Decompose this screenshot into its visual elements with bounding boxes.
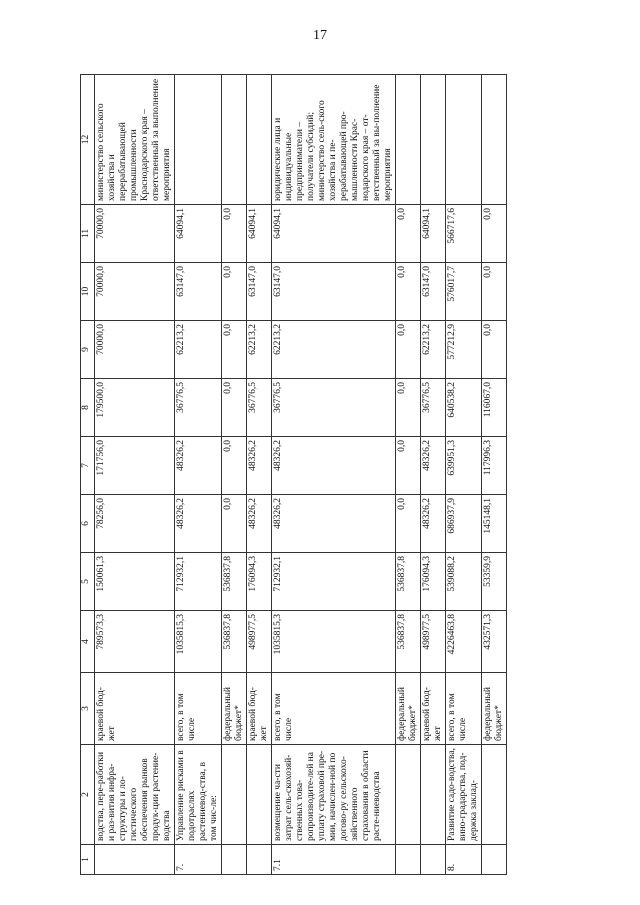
- table-cell-c7: 0,0: [222, 437, 247, 495]
- table-cell-c11: 70000,0: [95, 205, 175, 263]
- table-cell-c7: 48326,2: [272, 437, 396, 495]
- table-cell-c9: 0,0: [396, 321, 421, 379]
- table-row: [222, 75, 247, 875]
- table-cell-c3: краевой бюд-жет: [95, 673, 175, 745]
- table-cell-c7: 0,0: [396, 437, 421, 495]
- table-cell-c5: 150061,3: [95, 553, 175, 611]
- table-row: [247, 75, 272, 875]
- table-cell-c1: [482, 845, 507, 875]
- table-cell-c12: [482, 75, 507, 205]
- table-cell-c6: 0,0: [222, 495, 247, 553]
- column-header: 4: [81, 611, 95, 673]
- table-cell-c1: 7.1: [272, 845, 396, 875]
- table-header-row: [81, 75, 95, 875]
- table-cell-c8: 0,0: [396, 379, 421, 437]
- rotated-table-area: [80, 75, 560, 875]
- table-cell-c2: Управление рисками в подотраслях растениевод-ства, в том чис-ле:: [175, 745, 222, 845]
- table-cell-c10: 0,0: [396, 263, 421, 321]
- table-cell-c6: 145148,1: [482, 495, 507, 553]
- table-cell-c12: [421, 75, 446, 205]
- table-cell-c1: [421, 845, 446, 875]
- table-cell-c2: [421, 745, 446, 845]
- table-cell-c5: 712932,1: [175, 553, 222, 611]
- table-cell-c9: 62213,2: [247, 321, 272, 379]
- table-cell-c8: 36776,5: [272, 379, 396, 437]
- table-cell-c7: 117996,3: [482, 437, 507, 495]
- table-cell-c4: 1035815,3: [272, 611, 396, 673]
- table-cell-c6: 48326,2: [421, 495, 446, 553]
- table-cell-c10: 63147,0: [272, 263, 396, 321]
- table-cell-c3: всего, в том числе: [446, 673, 482, 745]
- table-cell-c9: 577212,9: [446, 321, 482, 379]
- table-cell-c5: 536837,8: [396, 553, 421, 611]
- table-cell-c2: Развитие садо-водства, вино-градарства, под-держка заклад-: [446, 745, 482, 845]
- table-cell-c10: 0,0: [482, 263, 507, 321]
- table-cell-c8: 0,0: [222, 379, 247, 437]
- table-cell-c11: 0,0: [482, 205, 507, 263]
- table-cell-c4: 498977,5: [247, 611, 272, 673]
- table-cell-c5: 712932,1: [272, 553, 396, 611]
- table-cell-c6: 0,0: [396, 495, 421, 553]
- table-cell-c6: 48326,2: [272, 495, 396, 553]
- table-cell-c1: [396, 845, 421, 875]
- table-cell-c7: 639951,3: [446, 437, 482, 495]
- table-cell-c3: краевой бюд-жет: [247, 673, 272, 745]
- table-cell-c7: 48326,2: [421, 437, 446, 495]
- table-cell-c4: 536837,8: [222, 611, 247, 673]
- table-cell-c3: всего, в том числе: [175, 673, 222, 745]
- table-cell-c8: 36776,5: [421, 379, 446, 437]
- table-cell-c1: 8.: [446, 845, 482, 875]
- table-row: [482, 75, 507, 875]
- table-cell-c6: 686937,9: [446, 495, 482, 553]
- table-cell-c8: 179500,0: [95, 379, 175, 437]
- table-cell-c11: 64094,1: [272, 205, 396, 263]
- table-row: [95, 75, 175, 875]
- table-cell-c7: 48326,2: [175, 437, 222, 495]
- table-cell-c10: 0,0: [222, 263, 247, 321]
- table-cell-c6: 48326,2: [175, 495, 222, 553]
- table-cell-c11: 0,0: [396, 205, 421, 263]
- table-cell-c12: [175, 75, 222, 205]
- table-cell-c2: [396, 745, 421, 845]
- table-cell-c7: 48326,2: [247, 437, 272, 495]
- table-cell-c1: [222, 845, 247, 875]
- table-cell-c4: 536837,8: [396, 611, 421, 673]
- table-cell-c5: 53359,9: [482, 553, 507, 611]
- table-cell-c5: 539088,2: [446, 553, 482, 611]
- table-cell-c8: 116067,0: [482, 379, 507, 437]
- table-cell-c12: министерство сельского хозяйства и перерабатывающей промышленности Краснодарского края – ответственный за выполнение мероприятия: [95, 75, 175, 205]
- column-header: 3: [81, 673, 95, 745]
- column-header: 10: [81, 263, 95, 321]
- table-row: [421, 75, 446, 875]
- table-row: [175, 75, 222, 875]
- program-table: [80, 74, 507, 875]
- column-header: 2: [81, 745, 95, 845]
- table-cell-c3: федеральный бюджет*: [222, 673, 247, 745]
- table-cell-c4: 4226463,8: [446, 611, 482, 673]
- table-cell-c1: [247, 845, 272, 875]
- table-cell-c5: 176094,3: [247, 553, 272, 611]
- table-cell-c12: [222, 75, 247, 205]
- table-cell-c11: 0,0: [222, 205, 247, 263]
- table-cell-c3: всего, в том числе: [272, 673, 396, 745]
- table-cell-c2: [247, 745, 272, 845]
- table-cell-c5: 536837,8: [222, 553, 247, 611]
- table-cell-c2: возмещение ча-сти затрат сель-скохозяй-ственных това-ропроизводите-лей на уплату страховой пре-мии, начислен-ной по догово-ру сельскохо-зяйственного страхования в области расте-ниеводства: [272, 745, 396, 845]
- table-cell-c11: 64094,1: [247, 205, 272, 263]
- table-cell-c2: [222, 745, 247, 845]
- column-header: 8: [81, 379, 95, 437]
- table-cell-c12: [396, 75, 421, 205]
- table-cell-c9: 0,0: [482, 321, 507, 379]
- table-body: [95, 75, 507, 875]
- table-cell-c2: водства, пере-работки и раз-вития инфра-структуры и ло-гистического обеспечения рынков продук-ции растение-водства: [95, 745, 175, 845]
- table-cell-c9: 70000,0: [95, 321, 175, 379]
- table-row: [446, 75, 482, 875]
- table-cell-c12: юридические лица и индивидуальные предприниматели – получатели субсидий; министерство сель-ского хозяйства и пе-рерабатывающей про-мышленности Крас-нодарского края – от-ветственный за вы-полнение мероприятия: [272, 75, 396, 205]
- table-cell-c4: 432571,3: [482, 611, 507, 673]
- column-header: 11: [81, 205, 95, 263]
- table-cell-c9: 62213,2: [272, 321, 396, 379]
- page-number: 17: [313, 28, 327, 43]
- table-row: [272, 75, 396, 875]
- table-cell-c6: 48326,2: [247, 495, 272, 553]
- table-cell-c9: 0,0: [222, 321, 247, 379]
- table-cell-c3: федеральный бюджет*: [482, 673, 507, 745]
- column-header: 6: [81, 495, 95, 553]
- table-cell-c10: 576017,7: [446, 263, 482, 321]
- table-cell-c4: 1035815,3: [175, 611, 222, 673]
- column-header: 7: [81, 437, 95, 495]
- table-cell-c3: краевой бюд-жет: [421, 673, 446, 745]
- column-header: 9: [81, 321, 95, 379]
- rotated-table-container: [80, 75, 560, 875]
- table-cell-c10: 70000,0: [95, 263, 175, 321]
- table-cell-c11: 566717,6: [446, 205, 482, 263]
- table-cell-c12: [247, 75, 272, 205]
- table-cell-c10: 63147,0: [175, 263, 222, 321]
- table-cell-c7: 171756,0: [95, 437, 175, 495]
- table-cell-c8: 36776,5: [175, 379, 222, 437]
- table-cell-c1: [95, 845, 175, 875]
- table-cell-c1: 7.: [175, 845, 222, 875]
- table-cell-c9: 62213,2: [421, 321, 446, 379]
- table-cell-c8: 36776,5: [247, 379, 272, 437]
- column-header: 5: [81, 553, 95, 611]
- table-cell-c10: 63147,0: [421, 263, 446, 321]
- table-cell-c5: 176094,3: [421, 553, 446, 611]
- column-header: 12: [81, 75, 95, 205]
- table-cell-c6: 78256,0: [95, 495, 175, 553]
- table-cell-c8: 640538,2: [446, 379, 482, 437]
- column-header: 1: [81, 845, 95, 875]
- table-cell-c2: [482, 745, 507, 845]
- table-row: [396, 75, 421, 875]
- table-cell-c11: 64094,1: [175, 205, 222, 263]
- table-cell-c3: федеральный бюджет*: [396, 673, 421, 745]
- table-cell-c10: 63147,0: [247, 263, 272, 321]
- table-cell-c11: 64094,1: [421, 205, 446, 263]
- table-cell-c4: 789573,3: [95, 611, 175, 673]
- table-cell-c12: [446, 75, 482, 205]
- table-cell-c9: 62213,2: [175, 321, 222, 379]
- table-cell-c4: 498977,5: [421, 611, 446, 673]
